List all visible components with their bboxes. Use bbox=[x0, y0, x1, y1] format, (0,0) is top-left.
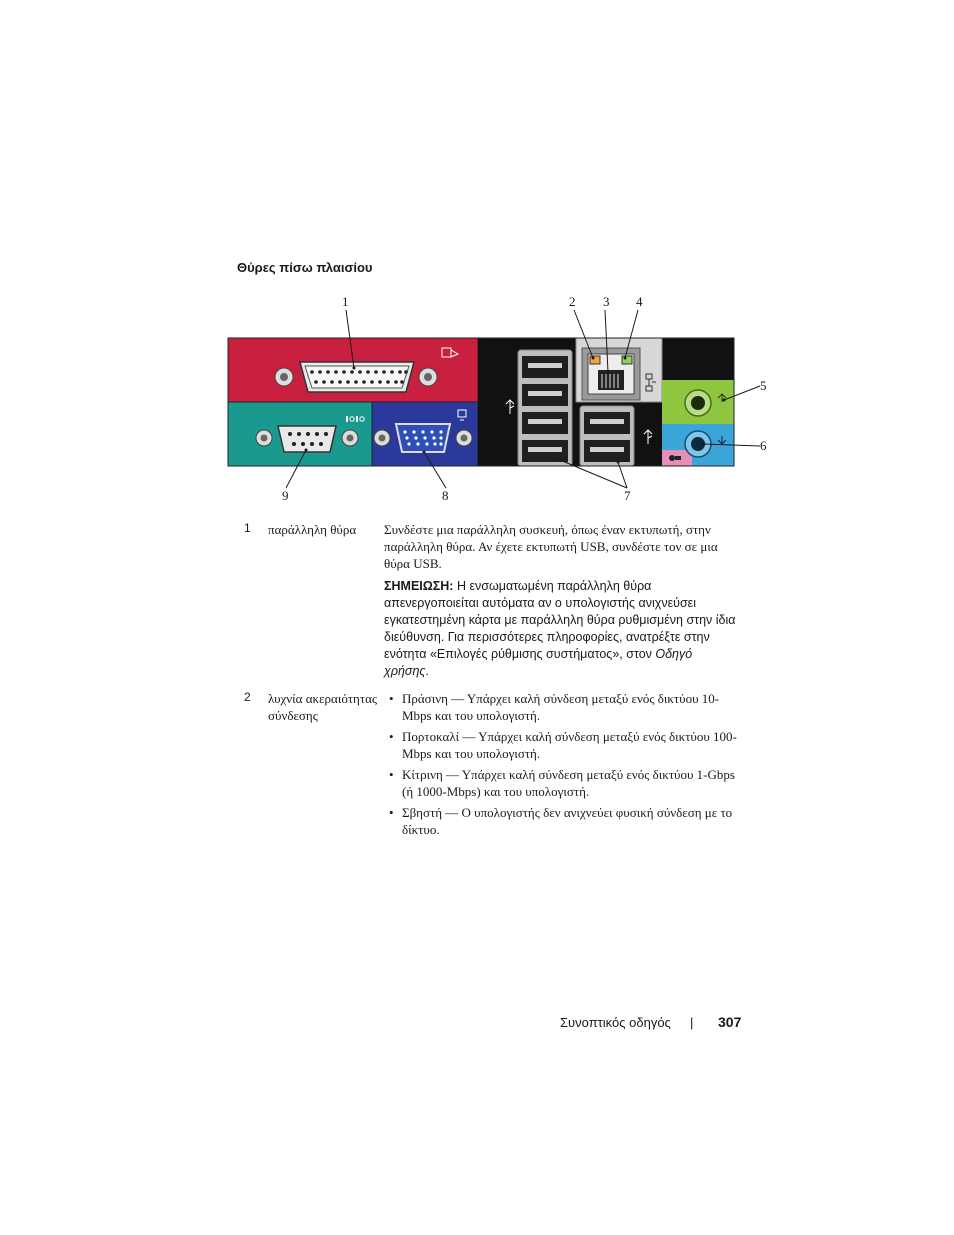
back-panel-diagram bbox=[220, 290, 780, 510]
callout-6: 6 bbox=[760, 438, 767, 453]
list-item bbox=[384, 728, 739, 762]
bullet-list bbox=[384, 690, 739, 838]
list-item bbox=[384, 804, 739, 838]
row-body bbox=[384, 680, 739, 842]
callout-8: 8 bbox=[442, 488, 449, 503]
list-item-text: Πορτοκαλί — Υπάρχει καλή σύνδεση μεταξύ ενός δικτύου 100-Mbps και του υπολογιστή. bbox=[402, 729, 737, 761]
bullet: • bbox=[389, 767, 394, 782]
callout-7: 7 bbox=[624, 488, 631, 503]
note-italic: Οδηγό χρήσης bbox=[384, 647, 693, 678]
usb-stack-left bbox=[518, 350, 572, 466]
row-number: 2 bbox=[244, 690, 251, 704]
table-row bbox=[244, 521, 739, 680]
section-title: Θύρες πίσω πλαισίου bbox=[237, 260, 373, 275]
list-item bbox=[384, 690, 739, 724]
footer-title: Συνοπτικός οδηγός bbox=[560, 1015, 671, 1030]
footer-separator: | bbox=[690, 1015, 694, 1030]
bullet: • bbox=[389, 691, 394, 706]
page-number: 307 bbox=[718, 1014, 742, 1030]
row-term: παράλληλη θύρα bbox=[268, 522, 357, 537]
row-text: Συνδέστε μια παράλληλη συσκευή, όπως έναν εκτυπωτή, στην παράλληλη θύρα. Αν έχετε εκτυπωτή USB, συνδέστε τον σε μια θύρα USB. bbox=[384, 522, 718, 571]
usb-stack-right bbox=[580, 406, 634, 466]
table-row bbox=[244, 680, 739, 842]
list-item-text: Κίτρινη — Υπάρχει καλή σύνδεση μεταξύ ενός δικτύου 1-Gbps (ή 1000-Mbps) και του υπολογιστή. bbox=[402, 767, 735, 799]
list-item-text: Σβηστή — Ο υπολογιστής δεν ανιχνεύει φυσική σύνδεση με το δίκτυο. bbox=[402, 805, 733, 837]
callout-9: 9 bbox=[282, 488, 289, 503]
list-item-text: Πράσινη — Υπάρχει καλή σύνδεση μεταξύ ενός δικτύου 10-Mbps και του υπολογιστή. bbox=[402, 691, 720, 723]
callout-5: 5 bbox=[760, 378, 767, 393]
callout-3: 3 bbox=[603, 294, 610, 309]
port-description-table bbox=[244, 521, 739, 842]
callout-2: 2 bbox=[569, 294, 576, 309]
row-term: λυχνία ακεραιότητας σύνδεσης bbox=[268, 691, 378, 723]
bullet: • bbox=[389, 729, 394, 744]
row-body bbox=[384, 521, 739, 680]
note-end: . bbox=[425, 664, 429, 678]
note bbox=[384, 578, 739, 680]
callout-4: 4 bbox=[636, 294, 643, 309]
row-number: 1 bbox=[244, 521, 251, 535]
callout-1: 1 bbox=[342, 294, 349, 309]
list-item bbox=[384, 766, 739, 800]
note-label: ΣΗΜΕΙΩΣΗ: bbox=[384, 579, 454, 593]
bullet: • bbox=[389, 805, 394, 820]
note-text: Η ενσωματωμένη παράλληλη θύρα απενεργοποιείται αυτόματα αν ο υπολογιστής ανιχνεύσει εγκατεστημένη κάρτα με παράλληλη θύρα ρυθμισμένη στην ίδια διεύθυνση. Για περισσότερες πληροφορίες, ανατρέξτε στην ενότητα «Επιλογές ρύθμισης συστήματος», στον bbox=[384, 579, 736, 661]
